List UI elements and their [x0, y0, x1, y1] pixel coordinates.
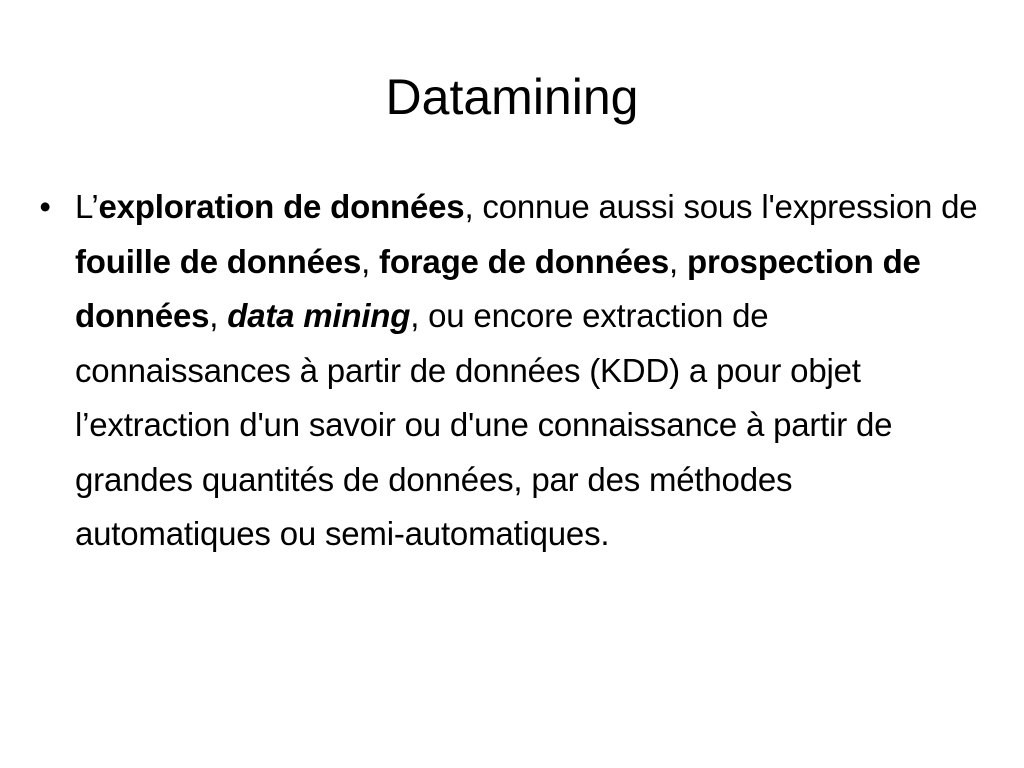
bold-italic-term	[227, 297, 410, 334]
bullet-item	[30, 180, 990, 562]
text-segment: L’	[75, 188, 99, 225]
bold-term: fouille de données	[75, 242, 362, 280]
bullet-text	[75, 188, 977, 552]
text-segment: ,	[361, 242, 380, 280]
bold-term: prospection de données	[75, 242, 921, 334]
slide-title: Datamining	[385, 69, 639, 125]
bold-term: forage de données	[379, 242, 670, 280]
text-segment: ,	[209, 297, 228, 334]
bullet-marker: •	[39, 188, 51, 225]
text-segment: , ou encore extraction de connaissances à partir de données (KDD) a pour objet l’extraction d'un savoir ou d'une connaissance à partir de grandes quantités de données, par des méthodes automatiques ou semi-automatiques.	[75, 297, 893, 552]
italic-term: data mining	[227, 297, 411, 334]
bold-term: exploration de données	[98, 188, 465, 225]
text-segment: ,	[669, 242, 687, 280]
text-segment: , connue aussi sous l'expression de	[464, 188, 978, 225]
bullet-list	[30, 180, 990, 562]
